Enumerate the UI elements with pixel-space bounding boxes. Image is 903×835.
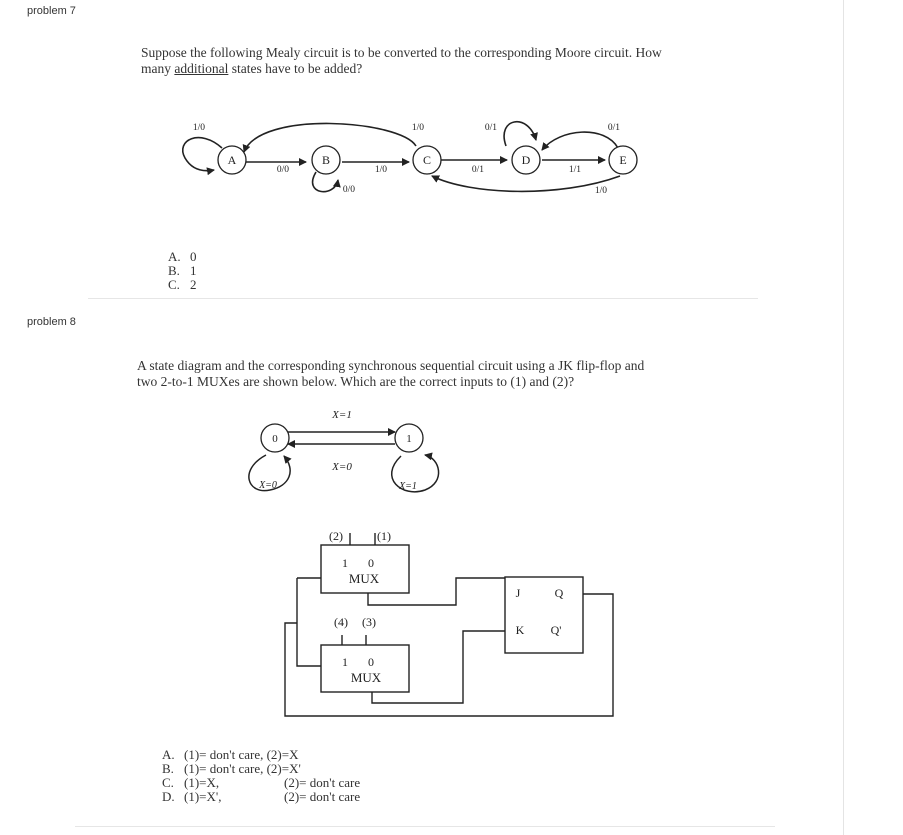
problem7-q-prefix: many [141, 61, 175, 76]
option-letter: D. [162, 789, 175, 804]
label-d-self: 0/1 [484, 123, 498, 133]
mux-top-sel0: 0 [368, 556, 374, 570]
option-letter: A. [168, 249, 181, 264]
label-e-to-d: 0/1 [607, 123, 621, 133]
problem8-option-a[interactable] [162, 747, 299, 762]
label-b-self: 0/0 [342, 185, 356, 195]
state-a-label: A [227, 153, 237, 167]
option-text1: (1)=X, [184, 775, 220, 790]
select-wires [297, 578, 321, 666]
mux-bottom-input-stubs [342, 635, 366, 645]
mux-bottom-sel1: 1 [342, 655, 348, 669]
wire-mux-top-to-j [368, 578, 505, 605]
mux-bottom-in-right: (3) [362, 615, 376, 629]
label-e-to-c: 1/0 [594, 186, 608, 196]
problem8-option-c[interactable] [162, 775, 361, 790]
option-letter: A. [162, 747, 175, 762]
ff-k-label: K [515, 623, 525, 637]
option-letter: C. [162, 775, 174, 790]
problem7-question-line1: Suppose the following Mealy circuit is to be converted to the corresponding Moore circuit. How [141, 45, 662, 60]
problem8-label: problem 8 [27, 316, 76, 328]
label-a-self: 1/0 [192, 123, 206, 133]
problem8-question-line1: A state diagram and the corresponding synchronous sequential circuit using a JK flip-flop and [137, 358, 645, 373]
option-text: 2 [190, 277, 197, 292]
state-1-label: 1 [406, 433, 412, 445]
option-text1: (1)= don't care, (2)=X [184, 747, 299, 762]
option-letter: B. [162, 761, 174, 776]
mux-bottom-name: MUX [350, 670, 382, 685]
label-b-to-c: 1/0 [374, 165, 388, 175]
ff-j-label: J [515, 586, 521, 600]
state-c-label: C [422, 153, 432, 167]
problem7-q-suffix: states have to be added? [228, 61, 363, 76]
label-1-to-0: X=0 [332, 461, 352, 473]
option-text1: (1)= don't care, (2)=X' [184, 761, 301, 776]
problem8-question-line2: two 2-to-1 MUXes are shown below. Which are the correct inputs to (1) and (2)? [137, 374, 575, 389]
state-b-label: B [321, 153, 331, 167]
option-text2: (2)= don't care [284, 775, 361, 790]
label-a-to-b: 0/0 [276, 165, 290, 175]
option-text2: (2)= don't care [284, 789, 361, 804]
option-letter: B. [168, 263, 180, 278]
state-d-label: D [521, 153, 531, 167]
problem8-options [162, 747, 361, 804]
problem8-option-b[interactable] [162, 761, 301, 776]
label-1-self: X=1 [399, 481, 417, 492]
option-text: 1 [190, 263, 197, 278]
mux-top-name: MUX [348, 571, 380, 586]
ff-q-label: Q [554, 586, 564, 600]
state-e-label: E [619, 153, 627, 167]
label-0-to-1: X=1 [332, 409, 352, 421]
ff-qbar-label: Q' [550, 623, 562, 637]
mux-bottom-sel0: 0 [368, 655, 374, 669]
label-0-self: X=0 [259, 480, 277, 491]
mux-top-in-left: (2) [329, 529, 343, 543]
label-c-to-d: 0/1 [471, 165, 485, 175]
mux-top-sel1: 1 [342, 556, 348, 570]
option-letter: C. [168, 277, 180, 292]
state-0-label: 0 [272, 433, 278, 445]
mux-top-in-right: (1) [377, 529, 391, 543]
mux-top-input-stubs [350, 533, 375, 545]
option-text: 0 [190, 249, 197, 264]
label-c-to-a: 1/0 [411, 123, 425, 133]
label-d-to-e: 1/1 [568, 165, 582, 175]
mux-bottom-in-left: (4) [334, 615, 348, 629]
option-text1: (1)=X', [184, 789, 222, 804]
wire-feedback-q [285, 594, 613, 716]
problem8-option-d[interactable] [162, 789, 361, 804]
problem8-divider [75, 826, 775, 827]
problem7-label: problem 7 [27, 5, 76, 17]
problem7-q-underlined: additional [174, 61, 229, 76]
